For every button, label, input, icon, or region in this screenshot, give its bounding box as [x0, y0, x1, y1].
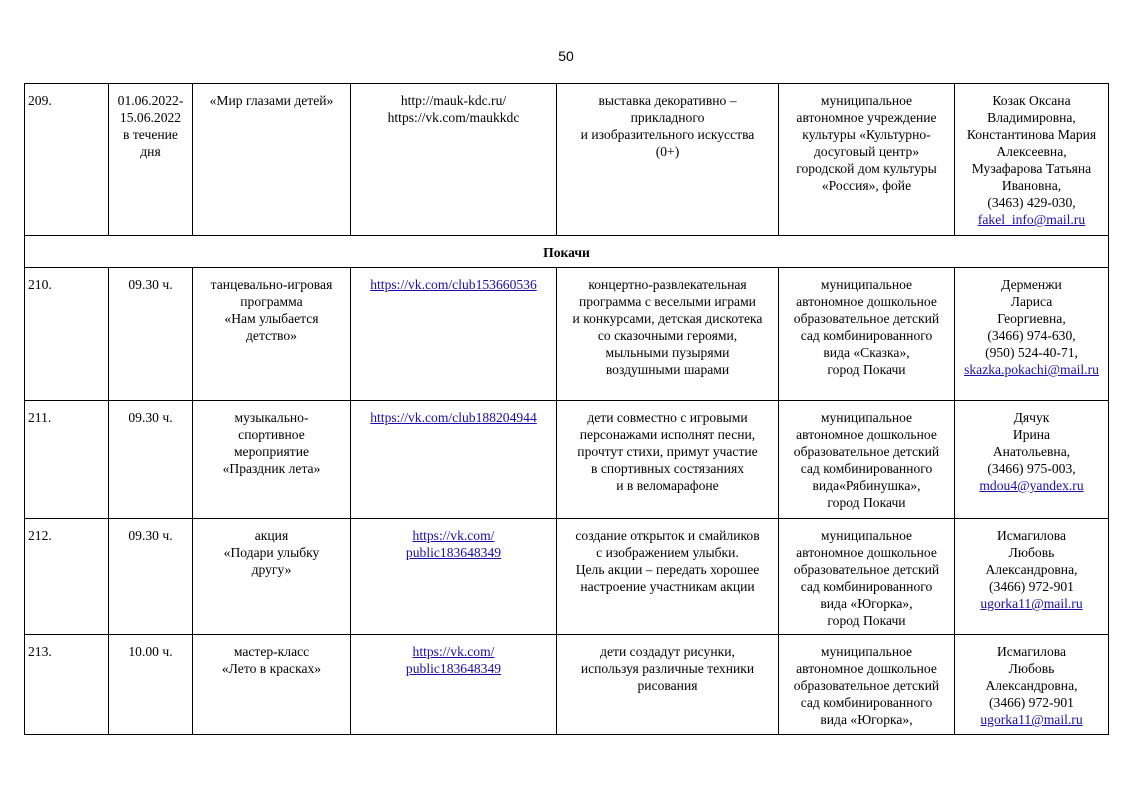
cell-line: и в веломарафоне [616, 478, 719, 493]
date-cell [109, 519, 193, 635]
cell-line: Алексеевна, [996, 144, 1067, 159]
contact-cell [955, 401, 1109, 519]
cell-line: https://vk.com/maukkdc [387, 110, 520, 125]
contact-cell [955, 268, 1109, 401]
row-number [25, 268, 109, 401]
organizer-cell [779, 268, 955, 401]
cell-line: и изобразительного искусства [580, 127, 755, 142]
contact-cell [955, 519, 1109, 635]
link-cell[interactable] [351, 635, 557, 735]
cell-line: городской дом культуры [796, 161, 937, 176]
cell-line: персонажами исполнят песни, [579, 427, 756, 442]
cell-line: сад комбинированного [800, 328, 933, 343]
cell-line: 09.30 ч. [128, 528, 173, 543]
description-cell [557, 268, 779, 401]
cell-line: спортивное [238, 427, 305, 442]
cell-line: Исмагилова [996, 528, 1067, 543]
link-text[interactable]: https://vk.com/club188204944 [370, 410, 537, 425]
email-link[interactable]: ugorka11@mail.ru [980, 712, 1083, 727]
cell-line: «Лето в красках» [221, 661, 322, 676]
cell-line: воздушными шарами [605, 362, 730, 377]
cell-line: вида«Рябинушка», [812, 478, 921, 493]
page-number: 50 [558, 48, 574, 64]
cell-line: муниципальное [820, 528, 913, 543]
cell-line: «Россия», фойе [821, 178, 912, 193]
cell-line: Дерменжи [1001, 277, 1062, 292]
cell-line: 212. [28, 528, 52, 543]
cell-line: Ивановна, [1001, 178, 1062, 193]
cell-line: сад комбинированного [800, 461, 933, 476]
section-row [25, 236, 1109, 268]
cell-line: автономное дошкольное [796, 294, 937, 309]
cell-line: вида «Югорка», [820, 596, 913, 611]
cell-line: со сказочными героями, [597, 328, 738, 343]
cell-line: «Подари улыбку [223, 545, 320, 560]
cell-line: образовательное детский [793, 311, 940, 326]
row-number [25, 401, 109, 519]
cell-line: и конкурсами, детская дискотека [572, 311, 763, 326]
section-title: Покачи [25, 236, 1109, 268]
cell-line: программа [240, 294, 303, 309]
contact-cell [955, 84, 1109, 236]
cell-line: (3466) 972-901 [989, 579, 1074, 594]
cell-line: Козак Оксана [992, 93, 1071, 108]
cell-line: 211. [28, 410, 52, 425]
cell-line: в спортивных состязаниях [591, 461, 744, 476]
cell-line: 210. [28, 277, 52, 292]
cell-line: город Покачи [827, 362, 906, 377]
cell-line: образовательное детский [793, 444, 940, 459]
event-name-cell [193, 84, 351, 236]
cell-line: 01.06.2022- [117, 93, 184, 108]
row-number [25, 84, 109, 236]
contact-cell [955, 635, 1109, 735]
cell-line: прочтут стихи, примут участие [577, 444, 758, 459]
cell-line: «Нам улыбается [224, 311, 319, 326]
organizer-cell [779, 84, 955, 236]
link-text[interactable]: public183648349 [405, 661, 502, 676]
cell-line: Дячук [1013, 410, 1050, 425]
cell-line: Цель акции – передать хорошее [575, 562, 760, 577]
cell-line: (0+) [655, 144, 680, 159]
organizer-cell [779, 635, 955, 735]
events-table-body [25, 84, 1109, 735]
cell-line: Музафарова Татьяна [971, 161, 1092, 176]
cell-line: автономное дошкольное [796, 427, 937, 442]
cell-line: Владимировна, [987, 110, 1076, 125]
cell-line: (950) 524-40-71, [985, 345, 1078, 360]
cell-line: муниципальное [820, 410, 913, 425]
table-row [25, 635, 1109, 735]
cell-line: вида «Сказка», [823, 345, 910, 360]
cell-line: 209. [28, 93, 52, 108]
cell-line: (3466) 975-003, [987, 461, 1076, 476]
event-name-cell [193, 268, 351, 401]
cell-line: создание открыток и смайликов [575, 528, 760, 543]
cell-line: другу» [251, 562, 292, 577]
cell-line: Анатольевна, [992, 444, 1071, 459]
cell-line: в течение [123, 127, 178, 142]
cell-line: образовательное детский [793, 562, 940, 577]
cell-line: Лариса [1010, 294, 1053, 309]
cell-line: прикладного [630, 110, 705, 125]
cell-line: 09.30 ч. [128, 277, 173, 292]
description-cell [557, 519, 779, 635]
cell-line: 15.06.2022 [119, 110, 182, 125]
cell-line: http://mauk-kdc.ru/ [400, 93, 507, 108]
cell-line: культуры «Культурно- [802, 127, 931, 142]
event-name-cell [193, 519, 351, 635]
cell-line: муниципальное [820, 644, 913, 659]
description-cell [557, 401, 779, 519]
cell-line: автономное учреждение [796, 110, 937, 125]
date-cell [109, 401, 193, 519]
link-cell [351, 84, 557, 236]
cell-line: сад комбинированного [800, 579, 933, 594]
cell-line: концертно-развлекательная [588, 277, 747, 292]
cell-line: (3466) 972-901 [989, 695, 1074, 710]
cell-line: Георгиевна, [997, 311, 1066, 326]
cell-line: (3463) 429-030, [987, 195, 1076, 210]
email-link[interactable]: fakel_info@mail.ru [977, 212, 1086, 227]
cell-line: мастер-класс [233, 644, 310, 659]
cell-line: город Покачи [827, 613, 906, 628]
cell-line: Константинова Мария [966, 127, 1097, 142]
date-cell [109, 268, 193, 401]
cell-line: выставка декоративно – [598, 93, 737, 108]
event-name-cell [193, 401, 351, 519]
link-text[interactable]: public183648349 [405, 545, 502, 560]
cell-line: (3466) 974-630, [987, 328, 1076, 343]
cell-line: детство» [246, 328, 297, 343]
cell-line: используя различные техники [580, 661, 755, 676]
date-cell [109, 635, 193, 735]
cell-line: город Покачи [827, 495, 906, 510]
description-cell [557, 635, 779, 735]
cell-line: мероприятие [233, 444, 310, 459]
table-row [25, 519, 1109, 635]
cell-line: муниципальное [820, 93, 913, 108]
email-link[interactable]: skazka.pokachi@mail.ru [964, 362, 1099, 377]
events-table [24, 83, 1109, 735]
cell-line: дети совместно с игровыми [587, 410, 748, 425]
cell-line: дети создадут рисунки, [600, 644, 735, 659]
cell-line: «Праздник лета» [222, 461, 321, 476]
link-cell[interactable] [351, 519, 557, 635]
cell-line: «Мир глазами детей» [209, 93, 334, 108]
email-link[interactable]: mdou4@yandex.ru [979, 478, 1084, 493]
cell-line: дня [140, 144, 161, 159]
cell-line: танцевально-игровая [210, 277, 333, 292]
email-link[interactable]: ugorka11@mail.ru [980, 596, 1083, 611]
cell-line: Александровна, [985, 678, 1078, 693]
cell-line: 10.00 ч. [128, 644, 173, 659]
cell-line: сад комбинированного [800, 695, 933, 710]
cell-line: Любовь [1008, 545, 1055, 560]
event-name-cell [193, 635, 351, 735]
link-text[interactable]: https://vk.com/ [412, 528, 495, 543]
cell-line: 213. [28, 644, 52, 659]
table-row [25, 84, 1109, 236]
organizer-cell [779, 519, 955, 635]
cell-line: Александровна, [985, 562, 1078, 577]
cell-line: программа с веселыми играми [579, 294, 756, 309]
link-cell[interactable] [351, 401, 557, 519]
cell-line: Ирина [1012, 427, 1051, 442]
cell-line: автономное дошкольное [796, 545, 937, 560]
description-cell [557, 84, 779, 236]
table-row [25, 268, 1109, 401]
date-cell [109, 84, 193, 236]
cell-line: мыльными пузырями [605, 345, 730, 360]
table-row [25, 401, 1109, 519]
link-text[interactable]: https://vk.com/club153660536 [370, 277, 537, 292]
cell-line: с изображением улыбки. [596, 545, 739, 560]
cell-line: акция [254, 528, 289, 543]
cell-line: настроение участникам акции [580, 579, 755, 594]
link-text[interactable]: https://vk.com/ [412, 644, 495, 659]
cell-line: Исмагилова [996, 644, 1067, 659]
cell-line: автономное дошкольное [796, 661, 937, 676]
cell-line: муниципальное [820, 277, 913, 292]
cell-line: рисования [637, 678, 698, 693]
cell-line: 09.30 ч. [128, 410, 173, 425]
organizer-cell [779, 401, 955, 519]
cell-line: Любовь [1008, 661, 1055, 676]
cell-line: досуговый центр» [813, 144, 920, 159]
row-number [25, 635, 109, 735]
row-number [25, 519, 109, 635]
link-cell[interactable] [351, 268, 557, 401]
cell-line: музыкально- [234, 410, 309, 425]
cell-line: образовательное детский [793, 678, 940, 693]
cell-line: вида «Югорка», [820, 712, 913, 727]
